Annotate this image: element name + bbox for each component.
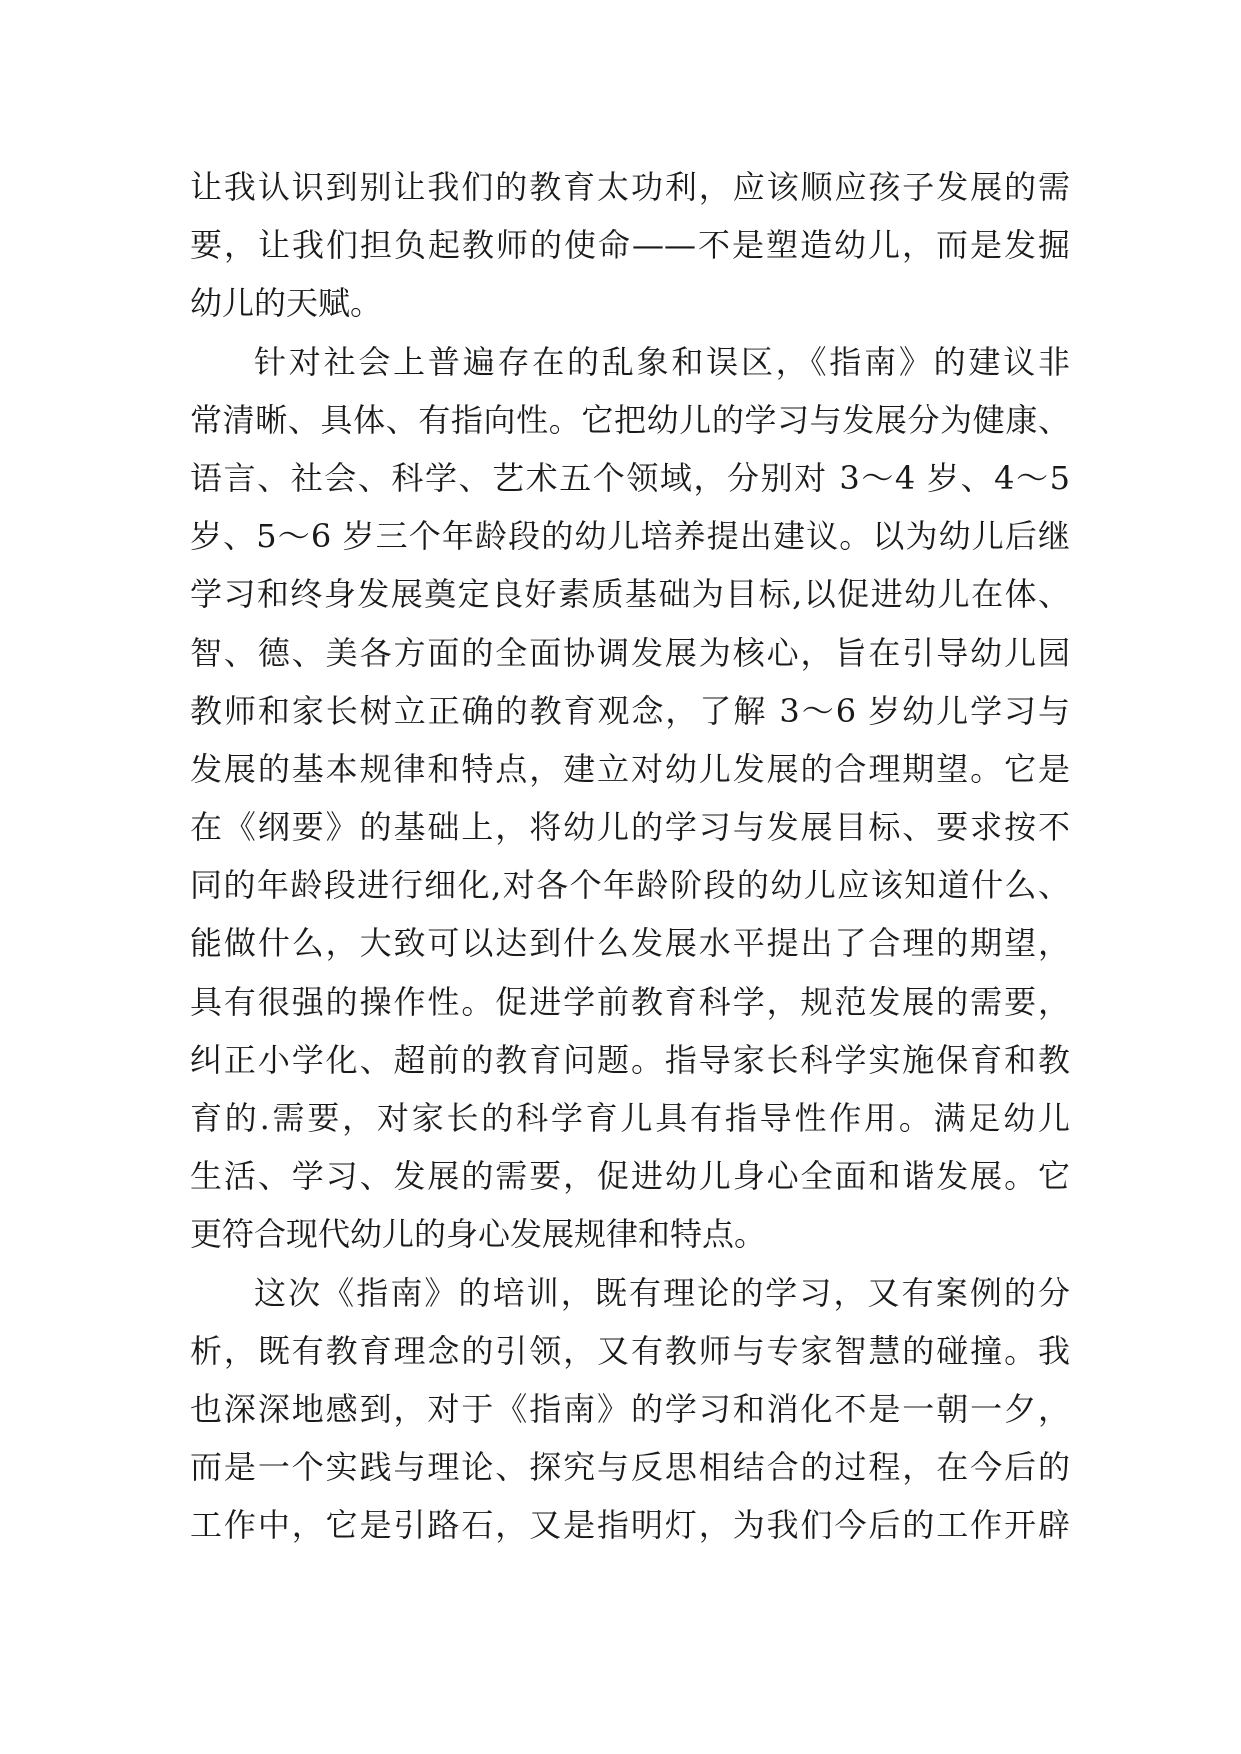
paragraph-2: [190, 333, 1070, 1264]
text-line: 幼儿的天赋。: [190, 284, 383, 323]
text-line: 岁、5～6 岁三个年龄段的幼儿培养提出建议。以为幼儿后继: [190, 517, 1070, 556]
body-text: [190, 158, 1070, 1555]
text-line: 在《纲要》的基础上，将幼儿的学习与发展目标、要求按不: [190, 808, 1070, 847]
text-line: 也深深地感到，对于《指南》的学习和消化不是一朝一夕，: [190, 1389, 1070, 1428]
text-line: 能做什么，大致可以达到什么发展水平提出了合理的期望，: [190, 924, 1070, 963]
paragraph-3: [190, 1264, 1070, 1555]
text-line: 学习和终身发展奠定良好素质基础为目标,以促进幼儿在体、: [190, 575, 1070, 614]
text-line: 常清晰、具体、有指向性。它把幼儿的学习与发展分为健康、: [190, 400, 1070, 439]
text-line: 具有很强的操作性。促进学前教育科学，规范发展的需要，: [190, 982, 1070, 1021]
text-line: 这次《指南》的培训，既有理论的学习，又有案例的分: [254, 1273, 1070, 1312]
text-line: 同的年龄段进行细化,对各个年龄阶段的幼儿应该知道什么、: [190, 866, 1070, 905]
text-line: 育的.需要，对家长的科学育儿具有指导性作用。满足幼儿: [190, 1099, 1070, 1137]
text-line: 针对社会上普遍存在的乱象和误区，《指南》的建议非: [254, 342, 1070, 381]
text-line: 更符合现代幼儿的身心发展规律和特点。: [190, 1215, 767, 1254]
text-line: 纠正小学化、超前的教育问题。指导家长科学实施保育和教: [190, 1040, 1070, 1079]
text-line: 教师和家长树立正确的教育观念，了解 3～6 岁幼儿学习与: [190, 691, 1070, 730]
text-line: 智、德、美各方面的全面协调发展为核心，旨在引导幼儿园: [190, 633, 1070, 672]
text-line: 发展的基本规律和特点，建立对幼儿发展的合理期望。它是: [190, 749, 1070, 788]
text-line: 要，让我们担负起教师的使命——不是塑造幼儿，而是发掘: [190, 226, 1070, 265]
text-line: 工作中，它是引路石，又是指明灯，为我们今后的工作开辟: [190, 1506, 1070, 1545]
text-line: 语言、社会、科学、艺术五个领域，分别对 3～4 岁、4～5: [190, 458, 1070, 497]
text-line: 让我认识到别让我们的教育太功利，应该顺应孩子发展的需: [190, 168, 1070, 206]
text-line: 生活、学习、发展的需要，促进幼儿身心全面和谐发展。它: [190, 1157, 1070, 1196]
text-line: 而是一个实践与理论、探究与反思相结合的过程，在今后的: [190, 1448, 1070, 1487]
paragraph-1: [190, 158, 1070, 333]
text-line: 析，既有教育理念的引领，又有教师与专家智慧的碰撞。我: [190, 1331, 1070, 1370]
